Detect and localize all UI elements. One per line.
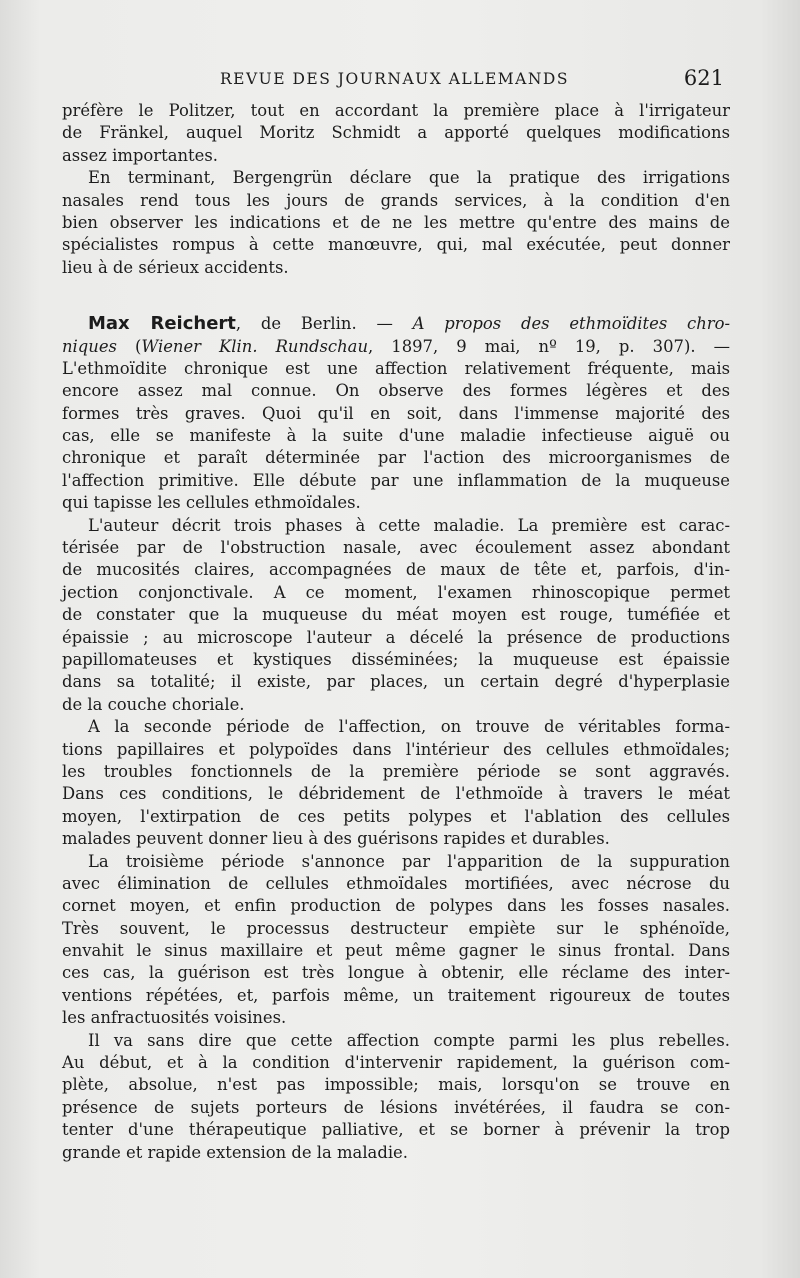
text-line: malades peuvent donner lieu à des guérisons rapides et durables. [62, 829, 610, 849]
text-line: dans sa totalité; il existe, par places, un certain degré d'hyperplasie [62, 672, 730, 692]
text-line: les troubles fonctionnels de la première période se sont aggravés. [62, 761, 730, 781]
text-line: papillomateuses et kystiques disséminées; la muqueuse est épaissie [62, 649, 730, 669]
article-entry [62, 313, 730, 515]
text-line: de constater que la muqueuse du méat moyen est rouge, tuméfiée et [62, 605, 730, 625]
text-line: préfère le Politzer, tout en accordant la première place à l'irrigateur [62, 101, 730, 120]
paragraph [62, 515, 730, 717]
paragraph [62, 851, 730, 1030]
text-line: les anfractuosités voisines. [62, 1008, 287, 1028]
text-line: tenter d'une thérapeutique palliative, et se borner à prévenir la trop [62, 1120, 730, 1140]
article-author: Max Reichert [88, 313, 236, 335]
text-line: Au début, et à la condition d'intervenir rapidement, la guérison com- [62, 1053, 730, 1073]
text-line: A la seconde période de l'affection, on trouve de véritables forma- [88, 717, 730, 737]
citation-details: , 1897, 9 mai, nº 19, p. 307). — [368, 336, 730, 356]
paragraph [62, 716, 730, 850]
text-line: ventions répétées, et, parfois même, un traitement rigoureux de toutes [62, 985, 730, 1005]
text-line: envahit le sinus maxillaire et peut même gagner le sinus frontal. Dans [62, 941, 730, 961]
text-line: Il va sans dire que cette affection compte parmi les plus rebelles. [88, 1030, 730, 1050]
text-line: l'affection primitive. Elle débute par une inflammation de la muqueuse [62, 470, 730, 490]
paragraph [62, 100, 730, 167]
journal-name: Wiener Klin. Rundschau [141, 336, 369, 356]
paragraph [62, 1030, 730, 1164]
text-line: térisée par de l'obstruction nasale, avec écoulement assez abondant [62, 538, 730, 558]
paragraph [62, 167, 730, 279]
text-line: présence de sujets porteurs de lésions invétérées, il faudra se con- [62, 1097, 730, 1117]
text-line: bien observer les indications et de ne les mettre qu'entre des mains de [62, 212, 730, 232]
text-line: Très souvent, le processus destructeur empiète sur le sphénoïde, [62, 918, 730, 938]
text-line: assez importantes. [62, 145, 218, 165]
text-line: avec élimination de cellules ethmoïdales mortifiées, avec nécrose du [62, 873, 730, 893]
text-line: cas, elle se manifeste à la suite d'une maladie infectieuse aiguë ou [62, 426, 730, 446]
text-line: La troisième période s'annonce par l'apparition de la suppuration [88, 851, 730, 871]
body-text [62, 100, 730, 1164]
text-line: de Fränkel, auquel Moritz Schmidt a apporté quelques modifications [62, 123, 730, 143]
text-line: encore assez mal connue. On observe des formes légères et des [62, 381, 730, 401]
article-title: A propos des ethmoïdites chro- [412, 314, 730, 334]
text-line: tions papillaires et polypoïdes dans l'intérieur des cellules ethmoïdales; [62, 739, 730, 759]
text-line: lieu à de sérieux accidents. [62, 257, 289, 277]
text-line: formes très graves. Quoi qu'il en soit, dans l'immense majorité des [62, 403, 730, 423]
text-line: spécialistes rompus à cette manœuvre, qui, mal exécutée, peut donner [62, 235, 730, 255]
text-line: Dans ces conditions, le débridement de l'ethmoïde à travers le méat [62, 784, 730, 804]
text-line: L'auteur décrit trois phases à cette maladie. La première est carac- [88, 515, 730, 535]
text-line: qui tapisse les cellules ethmoïdales. [62, 493, 361, 513]
text-line: L'ethmoïdite chronique est une affection relativement fréquente, mais [62, 358, 730, 378]
text-line: grande et rapide extension de la maladie. [62, 1142, 408, 1162]
article-heading-line [62, 313, 730, 335]
article-location: , de Berlin. — [235, 314, 413, 334]
text-line: de mucosités claires, accompagnées de maux de tête et, parfois, d'in- [62, 560, 730, 580]
text-line: chronique et paraît déterminée par l'action des microorganismes de [62, 448, 730, 468]
text-line: jection conjonctivale. A ce moment, l'examen rhinoscopique permet [62, 582, 730, 602]
text-line: En terminant, Bergengrün déclare que la pratique des irrigations [88, 168, 730, 188]
text-line: moyen, l'extirpation de ces petits polypes et l'ablation des cellules [62, 806, 730, 826]
text-line: plète, absolue, n'est pas impossible; mais, lorsqu'on se trouve en [62, 1075, 730, 1095]
page-number: 621 [683, 66, 724, 90]
text-line: de la couche choriale. [62, 694, 245, 714]
text-line: nasales rend tous les jours de grands services, à la condition d'en [62, 190, 730, 210]
citation-open: ( [116, 336, 142, 356]
text-line: cornet moyen, et enfin production de polypes dans les fosses nasales. [62, 896, 730, 916]
page-header [60, 66, 730, 96]
text-line: épaissie ; au microscope l'auteur a décelé la présence de productions [62, 627, 730, 647]
text-line: ces cas, la guérison est très longue à obtenir, elle réclame des inter- [62, 963, 730, 983]
running-title: REVUE DES JOURNAUX ALLEMANDS [220, 70, 569, 88]
section-gap [62, 279, 730, 313]
article-title-end: niques [62, 336, 117, 356]
article-citation-line [62, 336, 730, 358]
